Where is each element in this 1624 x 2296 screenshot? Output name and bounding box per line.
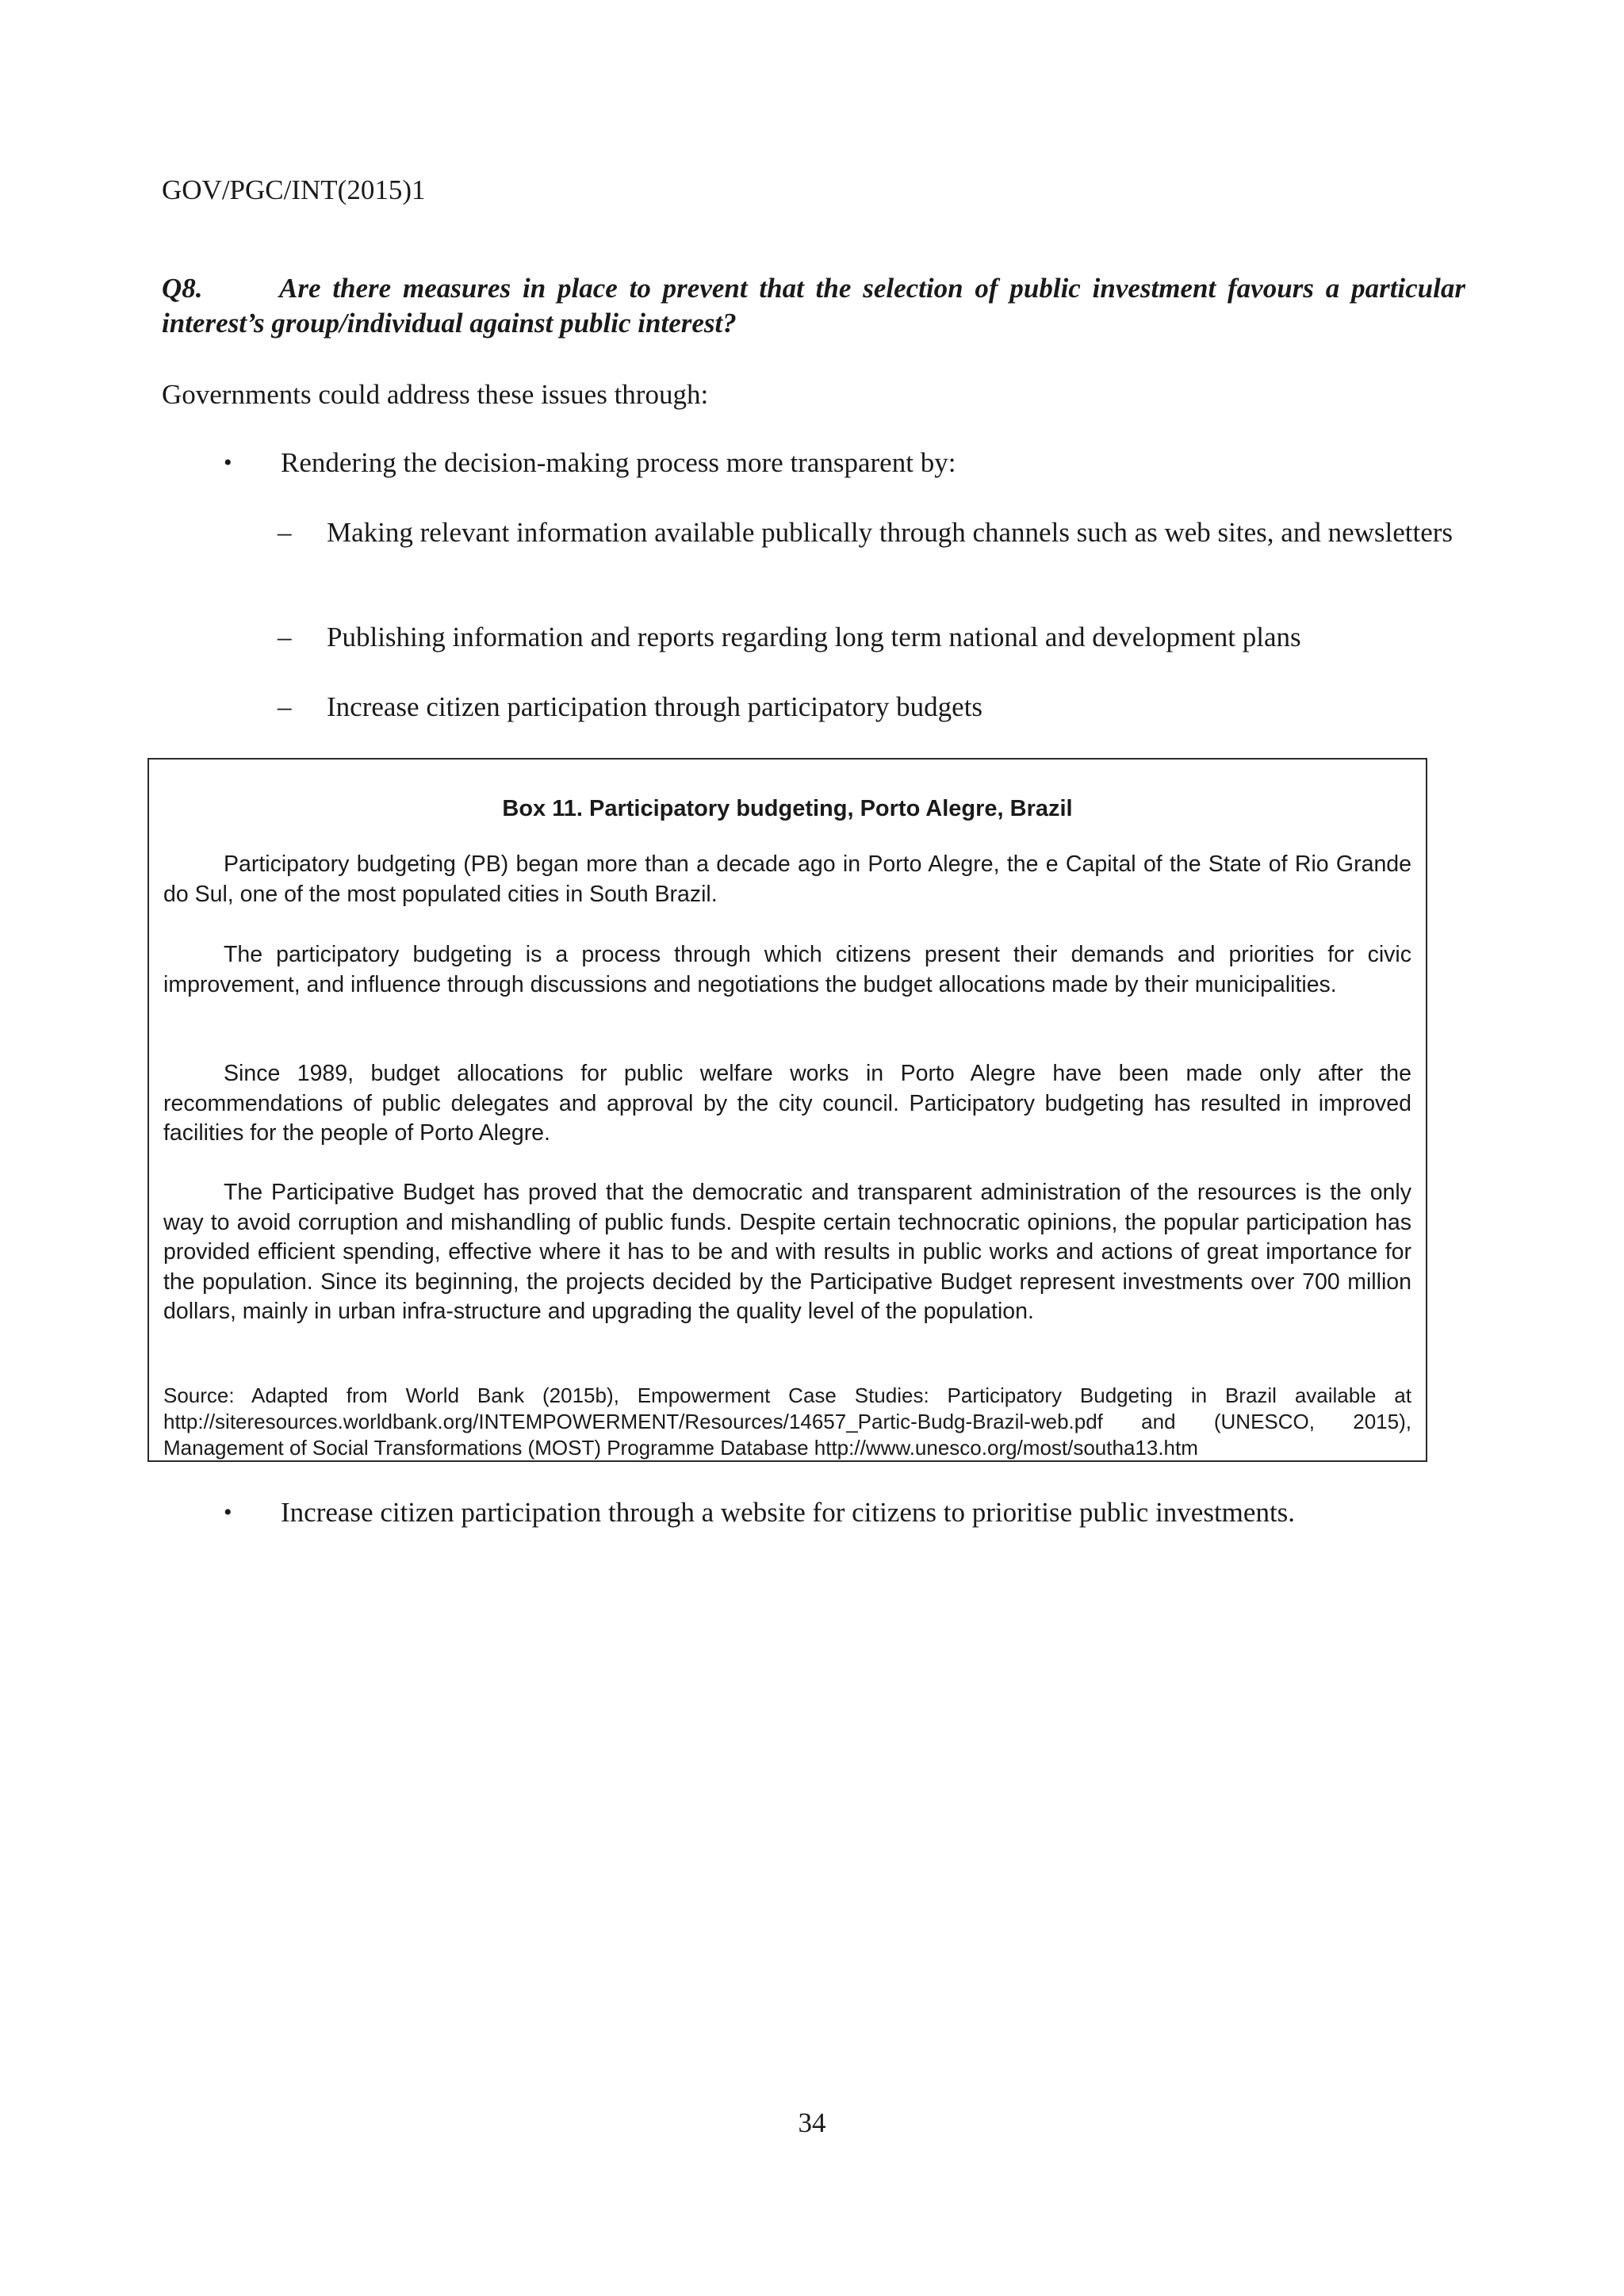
intro-paragraph: Governments could address these issues through: (162, 379, 709, 410)
document-id: GOV/PGC/INT(2015)1 (162, 174, 426, 205)
box-source-note: Source: Adapted from World Bank (2015b), Empowerment Case Studies: Participatory Budgeting in Brazil available at http://siteresources.worldbank.org/INTEMPOWERMENT/Resources/14657_Partic-Budg-Brazil-web.pdf and (UNESCO, 2015), Management of Social Transformations (MOST) Programme Database http://www.unesco.org/most/southa13.htm (163, 1383, 1411, 1460)
bullet-marker: • (224, 1499, 232, 1525)
question-text: Are there measures in place to prevent that the selection of public investment favours a particular interest’s group/individual against public interest? (162, 273, 1465, 339)
dash-marker: – (278, 622, 292, 652)
sub-item-text: Making relevant information available publically through channels such as web sites, and newsletters (327, 517, 1454, 548)
bullet-text: Rendering the decision-making process more transparent by: (281, 447, 956, 478)
box-paragraph: Participatory budgeting (PB) began more than a decade ago in Porto Alegre, the e Capital of the State of Rio Grande do Sul, one of the most populated cities in South Brazil. (163, 851, 1411, 907)
dash-marker: – (278, 517, 292, 548)
box-paragraph: Since 1989, budget allocations for public welfare works in Porto Alegre have been made only after the recommendations of public delegates and approval by the city council. Participatory budgeting has resulted in improved facilities for the people of Porto Alegre. (163, 1061, 1411, 1146)
question-number: Q8. (162, 273, 203, 304)
box-title: Box 11. Participatory budgeting, Porto Alegre, Brazil (502, 796, 1073, 821)
box-paragraph: The participatory budgeting is a process through which citizens present their demands and priorities for civic improvement, and influence through discussions and negotiations the budget allocations made by their municipalities. (163, 942, 1411, 997)
info-box (147, 758, 1427, 1462)
bullet-text: Increase citizen participation through a website for citizens to prioritise public investments. (281, 1497, 1296, 1528)
dash-marker: – (278, 691, 292, 722)
bullet-marker: • (224, 450, 232, 476)
page-number: 34 (798, 2107, 826, 2138)
sub-item-text: Increase citizen participation through participatory budgets (327, 691, 983, 722)
box-paragraph: The Participative Budget has proved that the democratic and transparent administration of the resources is the only way to avoid corruption and mishandling of public funds. Despite certain technocratic opinions, the popular participation has provided efficient spending, effective where it has to be and with results in public works and actions of great importance for the population. Since its beginning, the projects decided by the Participative Budget represent investments over 700 million dollars, mainly in urban infra-structure and upgrading the quality level of the population. (163, 1180, 1411, 1324)
sub-item-text: Publishing information and reports regarding long term national and development plans (327, 622, 1301, 652)
question-heading (162, 271, 1465, 341)
